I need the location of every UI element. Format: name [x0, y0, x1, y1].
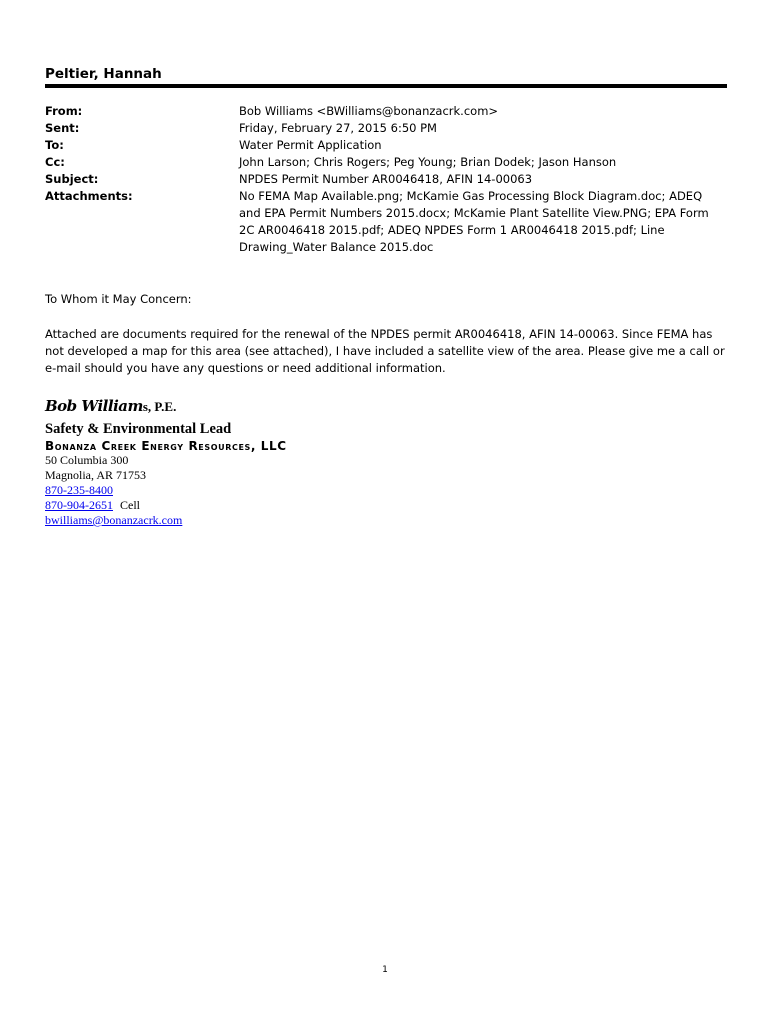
cc-row: [45, 154, 735, 171]
email-signature: [45, 397, 445, 528]
signature-office-phone-link[interactable]: 870-235-8400: [45, 483, 113, 497]
sent-label: Sent:: [45, 121, 80, 135]
from-value: Bob Williams <BWilliams@bonanzacrk.com>: [239, 104, 499, 118]
signature-name-line: [45, 397, 445, 415]
signature-email-link[interactable]: bwilliams@bonanzacrk.com: [45, 513, 183, 527]
attachments-value[interactable]: No FEMA Map Available.png; McKamie Gas Processing Block Diagram.doc; ADEQ and EPA Permit Numbers 2015.docx; McKamie Plant Satellite View.PNG; EPA Form 2C AR0046418 2015.pdf; ADEQ NPDES Form 1 AR0046418 2015.pdf; Line Drawing_Water Balance 2015.doc: [239, 189, 709, 254]
cc-value: John Larson; Chris Rogers; Peg Young; Brian Dodek; Jason Hanson: [239, 155, 617, 169]
signature-company: Bonanza Creek Energy Resources, LLC: [45, 439, 287, 453]
subject-row: [45, 171, 735, 188]
signature-cell-label: Cell: [120, 498, 140, 512]
attachments-label: Attachments:: [45, 189, 133, 203]
signature-cell-phone-link[interactable]: 870-904-2651: [45, 498, 113, 512]
to-value: Water Permit Application: [239, 138, 382, 152]
page-number: 1: [382, 965, 388, 975]
sent-value: Friday, February 27, 2015 6:50 PM: [239, 121, 437, 135]
signature-address-line2: Magnolia, AR 71753: [45, 468, 146, 482]
mailbox-owner-name: Peltier, Hannah: [45, 66, 162, 82]
signature-title: Safety & Environmental Lead: [45, 421, 232, 437]
email-header-fields: [45, 103, 735, 256]
subject-label: Subject:: [45, 172, 99, 186]
email-body-paragraph: Attached are documents required for the renewal of the NPDES permit AR0046418, AFIN 14-00063. Since FEMA has not developed a map for this area (see attached), I have included a satellite view of the area. Please give me a call or e-mail should you have any questions or need additional information.: [45, 327, 725, 375]
header-divider: [45, 84, 727, 88]
from-label: From:: [45, 104, 83, 118]
attachments-row: [45, 188, 735, 256]
sent-row: [45, 120, 735, 137]
signature-name-script: Bob William: [45, 397, 143, 415]
email-greeting: To Whom it May Concern:: [45, 292, 192, 306]
to-label: To:: [45, 138, 64, 152]
signature-address-line1: 50 Columbia 300: [45, 453, 129, 467]
to-row: [45, 137, 735, 154]
subject-value: NPDES Permit Number AR0046418, AFIN 14-00063: [239, 172, 533, 186]
signature-name-suffix: s, P.E.: [142, 399, 177, 414]
from-row: [45, 103, 735, 120]
cc-label: Cc:: [45, 155, 65, 169]
